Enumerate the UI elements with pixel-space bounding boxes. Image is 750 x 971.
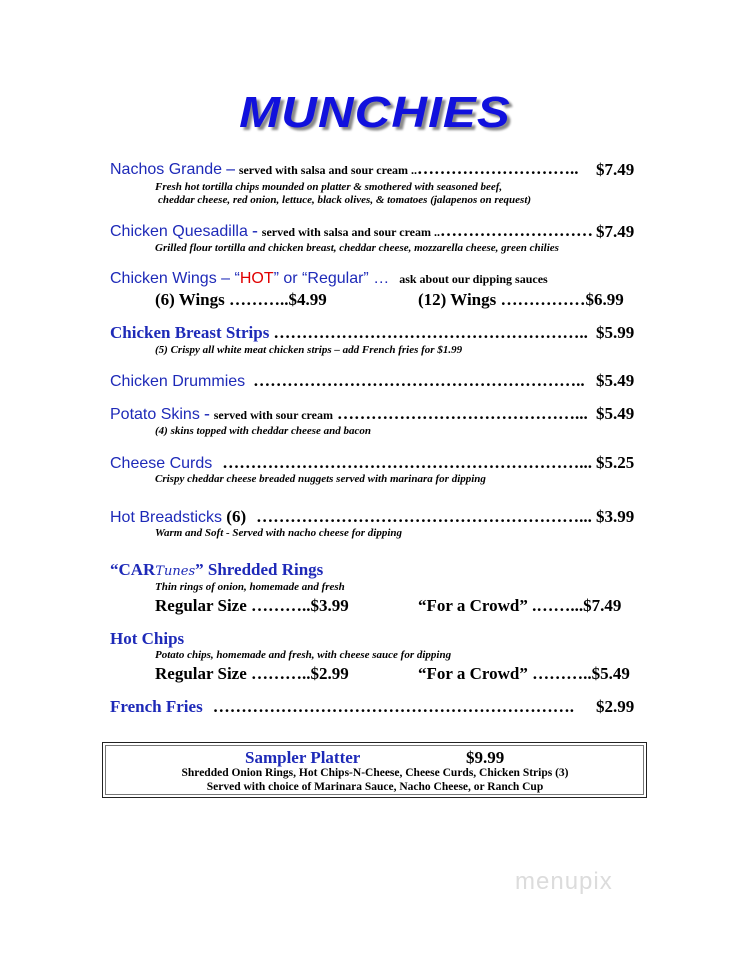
crowd-size-price: “For a Crowd” ………..$5.49	[418, 664, 630, 683]
item-dash: -	[199, 404, 210, 423]
item-fries	[110, 697, 574, 717]
item-price: $5.25	[596, 453, 635, 472]
item-dash: –	[222, 159, 235, 178]
item-rings	[110, 560, 323, 580]
item-quesadilla	[110, 221, 593, 241]
leader-dots: …………………………………………………...	[256, 507, 592, 526]
item-price: $2.99	[596, 697, 635, 716]
sampler-name: Sampler Platter	[245, 748, 361, 767]
leader-dots: ………………………..	[417, 159, 579, 178]
item-wings	[110, 270, 548, 288]
item-skins	[110, 404, 588, 424]
item-note: served with salsa and sour cream ..	[238, 163, 418, 177]
item-name: Hot Breadsticks	[110, 509, 223, 526]
item-description: (4) skins topped with cheddar cheese and bacon	[155, 425, 372, 437]
item-name: “CAR	[110, 560, 156, 579]
item-name: Chicken Breast Strips	[110, 323, 270, 342]
wings-12-price: (12) Wings ……………$6.99	[418, 290, 624, 309]
item-description: Crispy cheddar cheese breaded nuggets served with marinara for dipping	[155, 473, 486, 485]
item-note: served with salsa and sour cream ..	[261, 225, 441, 239]
menupix-watermark: menupix	[515, 868, 613, 895]
leader-dots: ………………………	[440, 221, 594, 240]
item-price: $3.99	[596, 507, 635, 526]
leader-dots: ……………………………………………………….	[212, 697, 574, 716]
item-price: $5.49	[596, 404, 635, 423]
item-description: Thin rings of onion, homemade and fresh	[155, 581, 345, 593]
item-description: Grilled flour tortilla and chicken breast, cheddar cheese, mozzarella cheese, green chilies	[155, 242, 559, 254]
leader-dots: ………………………………………………..	[273, 323, 588, 342]
item-breadsticks	[110, 507, 592, 527]
item-note: ask about our dipping sauces	[399, 272, 548, 286]
item-count: (6)	[222, 507, 247, 526]
sampler-contents: Shredded Onion Rings, Hot Chips-N-Cheese, Cheese Curds, Chicken Strips (3)	[181, 767, 569, 779]
item-note: served with sour cream	[213, 408, 333, 422]
item-name: Nachos Grande	[110, 161, 223, 178]
item-price: $7.49	[596, 222, 635, 241]
item-price: $5.49	[596, 371, 635, 390]
leader-dots: ………………………………………………………...	[222, 453, 593, 472]
item-name: Chicken Drummies	[110, 373, 246, 390]
regular-label: Regular	[307, 270, 364, 287]
leader-dots: ……………………………………...	[336, 404, 588, 423]
item-dash: -	[247, 221, 258, 240]
item-name: Chicken Quesadilla	[110, 223, 248, 240]
item-description: Fresh hot tortilla chips mounded on platter & smothered with seasoned beef,	[155, 181, 503, 193]
item-name-part: ” Shredded Rings	[195, 560, 324, 579]
page-title: MUNCHIES	[239, 88, 511, 137]
regular-size-price: Regular Size ………..$3.99	[155, 596, 349, 615]
item-price: $7.49	[596, 160, 635, 179]
leader-dots: …………………………………………………..	[253, 371, 585, 390]
item-name-part: ” or “	[273, 270, 308, 287]
regular-size-price: Regular Size ………..$2.99	[155, 664, 349, 683]
item-nachos	[110, 159, 579, 179]
item-name: French Fries	[110, 697, 203, 716]
item-price: $5.99	[596, 323, 635, 342]
hot-label: HOT	[239, 270, 274, 287]
wings-6-price: (6) Wings ………..$4.99	[155, 290, 327, 309]
item-description: Warm and Soft - Served with nacho cheese for dipping	[155, 527, 403, 539]
item-drummies	[110, 371, 585, 391]
item-name: Hot Chips	[110, 629, 185, 648]
sampler-price: $9.99	[466, 748, 505, 767]
item-strips	[110, 323, 588, 343]
item-description: (5) Crispy all white meat chicken strips – add French fries for $1.99	[155, 344, 463, 356]
crowd-size-price: “For a Crowd” .……...$7.49	[418, 596, 622, 615]
item-name-part: ” …	[363, 270, 390, 287]
item-chips	[110, 629, 184, 649]
item-name-script: Tunes	[155, 564, 196, 579]
item-name: Chicken Wings – “	[110, 270, 240, 287]
item-name: Potato Skins	[110, 406, 200, 423]
item-description: cheddar cheese, red onion, lettuce, black olives, & tomatoes (jalapenos on request)	[158, 194, 532, 206]
sampler-sauce-choice: Served with choice of Marinara Sauce, Nacho Cheese, or Ranch Cup	[206, 781, 544, 793]
item-description: Potato chips, homemade and fresh, with cheese sauce for dipping	[155, 649, 452, 661]
item-curds	[110, 453, 592, 473]
item-name: Cheese Curds	[110, 455, 213, 472]
